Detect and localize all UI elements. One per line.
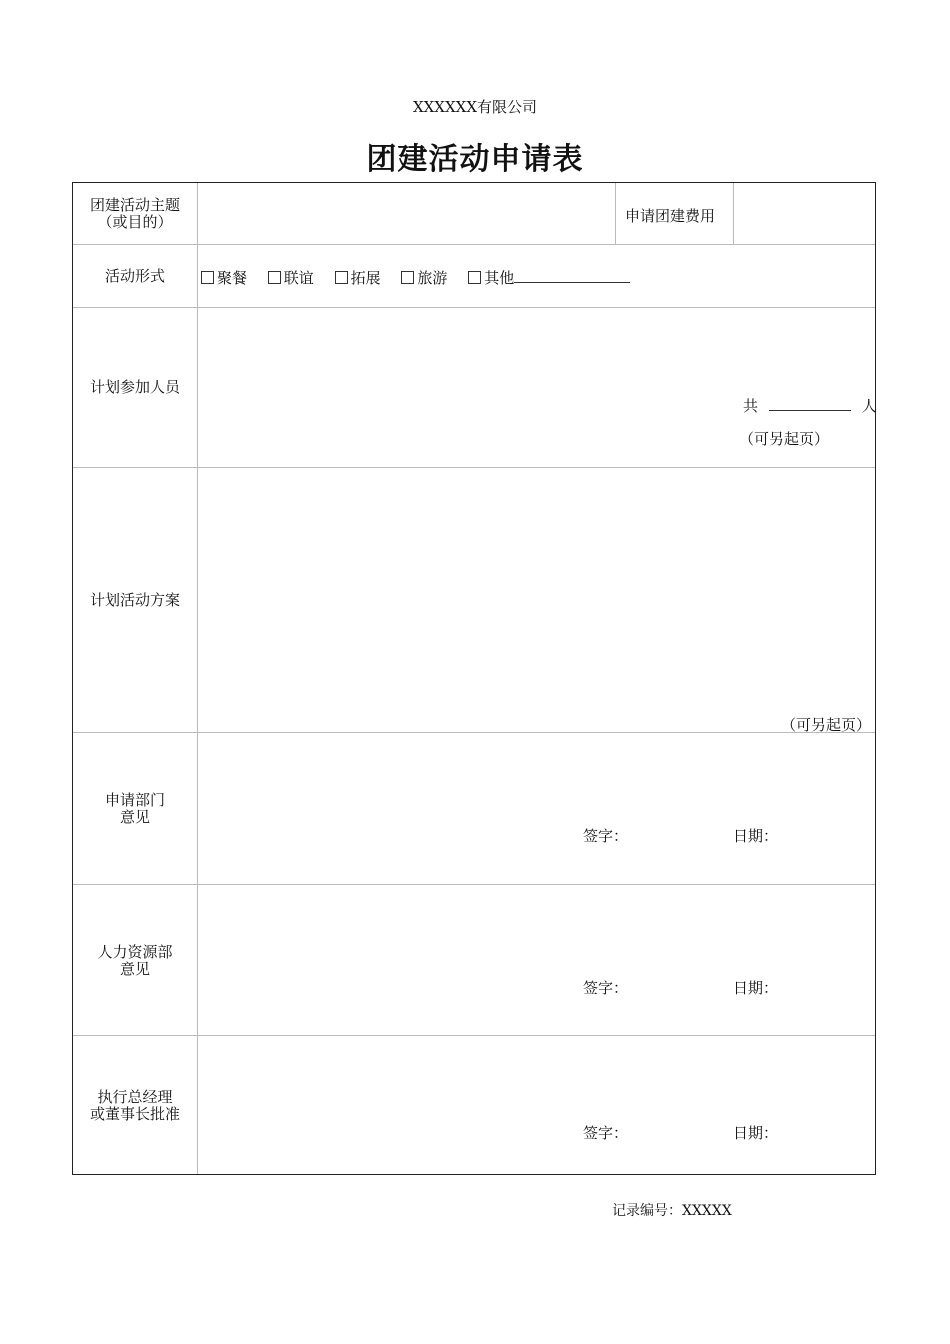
- hr-opinion-label: [73, 944, 197, 978]
- theme-label-line2: （或目的）: [97, 213, 173, 231]
- fee-value-divider: [733, 183, 734, 244]
- theme-input[interactable]: [199, 185, 613, 242]
- theme-label-line1: 团建活动主题: [89, 196, 180, 214]
- hr-date-label: 日期：: [733, 979, 779, 997]
- fee-label: 申请团建费用: [625, 207, 716, 225]
- option-other[interactable]: [468, 269, 630, 287]
- option-label: 旅游: [417, 269, 448, 287]
- plan-note: （可另起页）: [781, 716, 872, 734]
- option-label: 联谊: [283, 269, 314, 287]
- dept-opinion-label: [73, 792, 197, 826]
- activity-form-options: [201, 267, 630, 288]
- exec-approval-input[interactable]: [199, 1037, 873, 1117]
- fee-input[interactable]: [735, 185, 873, 242]
- hr-sign-label: 签字：: [583, 979, 629, 997]
- checkbox-icon[interactable]: [268, 271, 281, 284]
- total-count-blank[interactable]: [769, 396, 851, 411]
- hr-label-line2: 意见: [119, 960, 150, 978]
- option-outdoor[interactable]: [335, 269, 381, 287]
- exec-label-line2: 或董事长批准: [89, 1105, 180, 1123]
- exec-label-line1: 执行总经理: [97, 1088, 173, 1106]
- application-form-table: [72, 182, 876, 1175]
- dept-sign-label: 签字：: [583, 827, 629, 845]
- form-title: 团建活动申请表: [366, 142, 584, 177]
- row-divider: [73, 884, 875, 885]
- label-column-divider: [197, 183, 198, 1174]
- participants-note: （可另起页）: [739, 430, 830, 448]
- total-prefix: 共: [743, 397, 759, 415]
- plan-input[interactable]: [199, 469, 873, 709]
- row-divider: [73, 307, 875, 308]
- total-suffix: 人: [861, 397, 877, 415]
- option-travel[interactable]: [401, 269, 447, 287]
- option-dinner[interactable]: [201, 269, 247, 287]
- exec-date-label: 日期：: [733, 1124, 779, 1142]
- plan-label: 计划活动方案: [89, 591, 180, 609]
- hr-label-line1: 人力资源部: [97, 943, 173, 961]
- fee-label-divider: [615, 183, 616, 244]
- exec-approval-label: [73, 1089, 197, 1123]
- checkbox-icon[interactable]: [201, 271, 214, 284]
- checkbox-icon[interactable]: [468, 271, 481, 284]
- theme-label: [73, 197, 197, 231]
- option-label: 聚餐: [217, 269, 248, 287]
- row-divider: [73, 467, 875, 468]
- dept-opinion-input[interactable]: [199, 734, 873, 819]
- participants-input[interactable]: [199, 309, 739, 465]
- record-number: 记录编号：XXXXX: [612, 1203, 732, 1219]
- option-label: 其他: [484, 269, 515, 287]
- row-divider: [73, 1035, 875, 1036]
- company-name: XXXXXX有限公司: [412, 98, 538, 116]
- checkbox-icon[interactable]: [401, 271, 414, 284]
- dept-label-line1: 申请部门: [104, 791, 165, 809]
- option-social[interactable]: [268, 269, 314, 287]
- hr-opinion-input[interactable]: [199, 886, 873, 971]
- participants-total: [743, 395, 877, 416]
- row-divider: [73, 732, 875, 733]
- activity-form-label: 活动形式: [104, 267, 165, 285]
- row-divider: [73, 244, 875, 245]
- dept-date-label: 日期：: [733, 827, 779, 845]
- participants-label: 计划参加人员: [89, 378, 180, 396]
- dept-label-line2: 意见: [119, 808, 150, 826]
- exec-sign-label: 签字：: [583, 1124, 629, 1142]
- option-label: 拓展: [350, 269, 381, 287]
- checkbox-icon[interactable]: [335, 271, 348, 284]
- other-blank-line[interactable]: [514, 268, 630, 283]
